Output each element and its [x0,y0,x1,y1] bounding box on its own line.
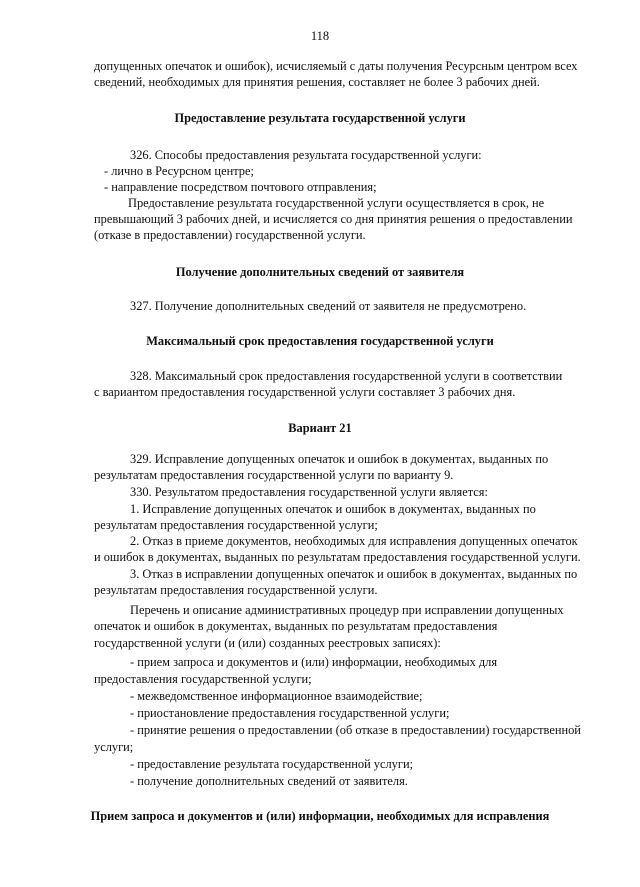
section-heading: Максимальный срок предоставления государственной услуги [146,334,494,348]
section-heading: Получение дополнительных сведений от заявителя [175,265,465,279]
body-line: 326. Способы предоставления результата государственной услуги: [130,148,482,162]
list-item: - предоставление результата государственной услуги; [130,757,414,771]
body-line: Предоставление результата государственной услуги осуществляется в срок, не [128,196,545,210]
body-line: результатам предоставления государственной услуги; [94,518,378,532]
body-line: (отказе в предоставлении) государственной услуги. [94,228,366,242]
list-item: - прием запроса и документов и (или) информации, необходимых для [130,655,498,669]
body-line: 329. Исправление допущенных опечаток и ошибок в документах, выданных по [130,452,549,466]
body-line: 3. Отказ в исправлении допущенных опечаток и ошибок в документах, выданных по [130,567,578,581]
body-line: с вариантом предоставления государственной услуги составляет 3 рабочих дня. [94,385,516,399]
section-heading: Прием запроса и документов и (или) информации, необходимых для исправления [90,809,550,823]
list-item: - принятие решения о предоставлении (об отказе в предоставлении) государственной [130,723,581,737]
body-line: услуги; [94,740,134,754]
list-item: - лично в Ресурсном центре; [104,164,254,178]
body-line: 1. Исправление допущенных опечаток и ошибок в документах, выданных по [130,502,536,516]
body-line: результатам предоставления государственной услуги по варианту 9. [94,468,454,482]
body-line: и ошибок в документах, выданных по результатам предоставления государственной услуги. [94,550,581,564]
page-number: 118 [310,29,330,43]
body-line: опечаток и ошибок в документах, выданных по результатам предоставления [94,619,498,633]
body-line: Перечень и описание административных процедур при исправлении допущенных [130,603,564,617]
body-line: сведений, необходимых для принятия решения, составляет не более 3 рабочих дней. [94,75,540,89]
body-line: допущенных опечаток и ошибок), исчисляемый с даты получения Ресурсным центром всех [94,59,578,73]
list-item: - получение дополнительных сведений от заявителя. [130,774,408,788]
section-heading: Вариант 21 [288,421,352,435]
body-line: 328. Максимальный срок предоставления государственной услуги в соответствии [130,369,563,383]
list-item: - приостановление предоставления государственной услуги; [130,706,450,720]
body-line: превышающий 3 рабочих дней, и исчисляется со дня принятия решения о предоставлении [94,212,573,226]
body-line: государственной услуги (и (или) созданных реестровых записях): [94,636,441,650]
body-line: 330. Результатом предоставления государственной услуги является: [130,485,488,499]
section-heading: Предоставление результата государственной услуги [174,111,466,125]
body-line: результатам предоставления государственной услуги. [94,583,378,597]
body-line: 327. Получение дополнительных сведений от заявителя не предусмотрено. [130,299,527,313]
list-item: - направление посредством почтового отправления; [104,180,377,194]
body-line: предоставления государственной услуги; [94,672,312,686]
body-line: 2. Отказ в приеме документов, необходимых для исправления допущенных опечаток [130,534,578,548]
list-item: - межведомственное информационное взаимодействие; [130,689,423,703]
